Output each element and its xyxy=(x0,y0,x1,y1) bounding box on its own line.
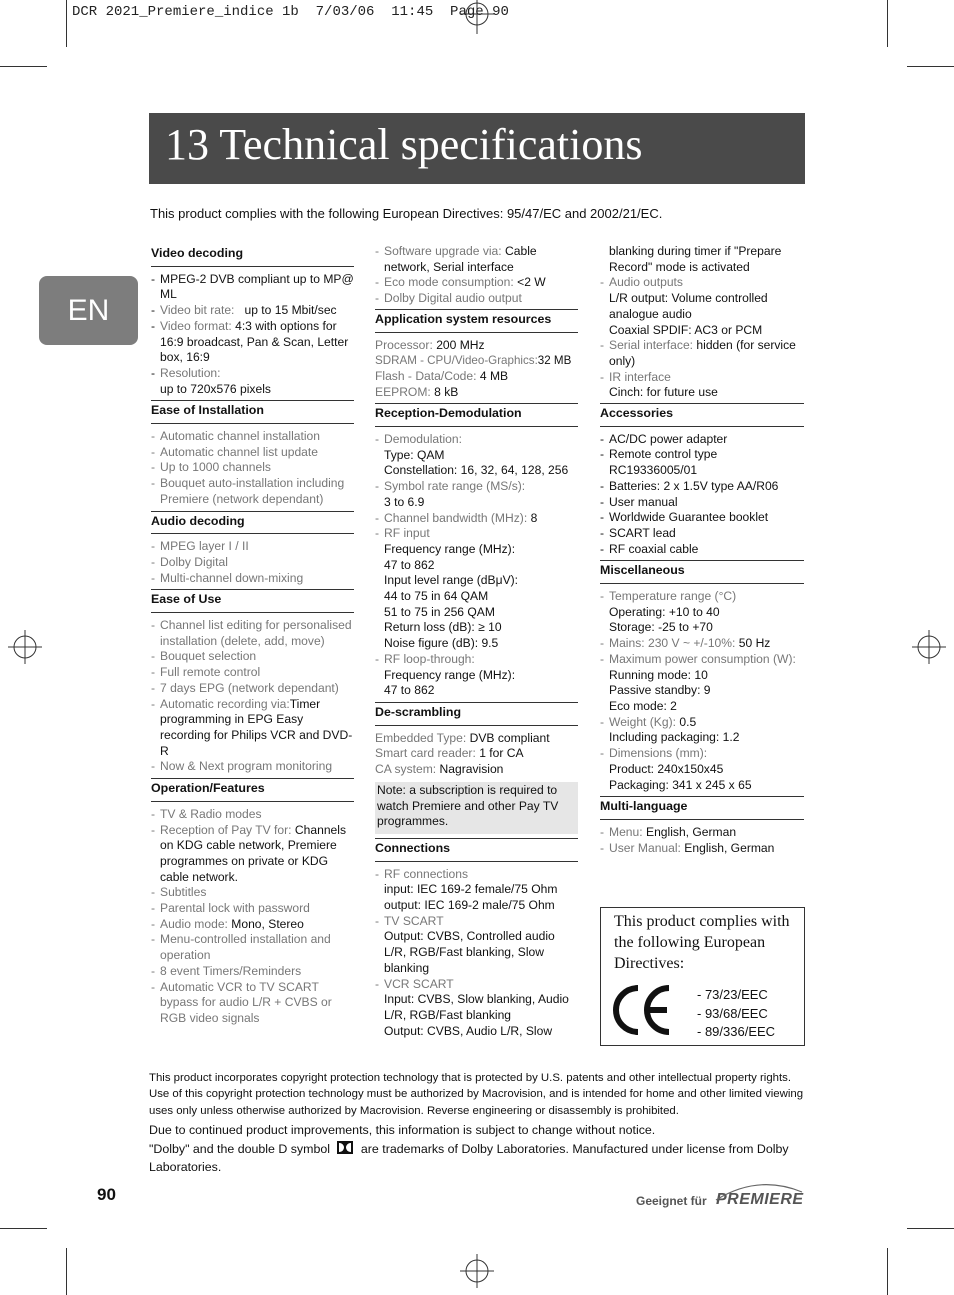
spec-line: 44 to 75 in 64 QAM xyxy=(384,589,489,604)
section-title: Ease of Use xyxy=(151,589,354,613)
spec-item: - Bouquet auto-installation including Premiere (network dependant) xyxy=(151,476,345,506)
spec-item: - SCART lead xyxy=(600,525,676,540)
section-software xyxy=(375,244,578,307)
section-title: Video decoding xyxy=(151,244,354,267)
spec-line: Frequency range (MHz): xyxy=(384,667,516,682)
spec-line: Eco mode: 2 xyxy=(609,698,677,713)
spec-item: - TV SCART xyxy=(375,913,444,928)
spec-line: Cinch: for future use xyxy=(609,385,718,400)
spec-line: input: IEC 169-2 female/75 Ohm xyxy=(384,882,558,897)
section-title: Multi-language xyxy=(600,796,804,820)
section-ease-of-installation xyxy=(151,400,354,507)
crop-mark xyxy=(66,0,67,47)
spec-item: - Resolution: up to 720x576 pixels xyxy=(151,365,271,396)
spec-line: L/R output: Volume controlled analogue audio xyxy=(609,291,768,321)
spec-item: - Symbol rate range (MS/s): xyxy=(375,479,526,494)
crop-mark xyxy=(0,66,47,67)
spec-line: Input level range (dBμV): xyxy=(384,573,519,588)
spec-item: - Software upgrade via: Cable network, Serial interface xyxy=(375,244,537,274)
language-tab: EN xyxy=(39,276,138,345)
section-multi-language xyxy=(600,796,804,856)
section-accessories xyxy=(600,403,804,557)
spec-item: - Audio mode: Mono, Stereo xyxy=(151,916,304,931)
spec-item: Flash - Data/Code: 4 MB xyxy=(375,368,509,383)
page-title: 13 Technical specifications xyxy=(165,120,643,169)
spec-line: Passive standby: 9 xyxy=(609,683,711,698)
spec-item: - User Manual: English, German xyxy=(600,840,775,855)
spec-item: - RF input xyxy=(375,526,430,541)
spec-item: - Channel bandwidth (MHz): 8 xyxy=(375,510,538,525)
page-number: 90 xyxy=(97,1185,116,1204)
print-header: DCR 2021_Premiere_indice 1b 7/03/06 11:45 Page 90 xyxy=(72,4,509,20)
spec-line: Product: 240x150x45 xyxy=(609,761,724,776)
spec-item: - Dolby Digital xyxy=(151,554,228,569)
subscription-note: Note: a subscription is required to watch Premiere and other Pay TV programmes. xyxy=(375,782,578,834)
spec-item: CA system: Nagravision xyxy=(375,762,504,777)
spec-item: - Maximum power consumption (W): xyxy=(600,651,796,666)
spec-item: - Subtitles xyxy=(151,885,207,900)
spec-line: Constellation: 16, 32, 64, 128, 256 xyxy=(384,463,569,478)
spec-item: - Batteries: 2 x 1.5V type AA/R06 xyxy=(600,478,779,493)
dolby-double-d-icon xyxy=(337,1141,353,1154)
section-title: Accessories xyxy=(600,403,804,427)
crop-mark xyxy=(907,66,954,67)
section-connections xyxy=(375,838,578,1039)
spec-item: - Video bit rate: up to 15 Mbit/sec xyxy=(151,303,337,318)
spec-item: - Serial interface: hidden (for service only) xyxy=(600,338,796,368)
spec-item: - Menu: English, German xyxy=(600,824,737,839)
spec-item: - Eco mode consumption: <2 W xyxy=(375,275,546,290)
spec-item: - Automatic recording via:Timer programming in EPG Easy recording for Philips VCR and DVD-R xyxy=(151,696,353,758)
spec-item: - MPEG-2 DVB compliant up to MP@ ML xyxy=(151,271,354,302)
spec-item: - RF loop-through: xyxy=(375,651,475,666)
spec-line: 47 to 862 xyxy=(384,557,435,572)
spec-item: - Dolby Digital audio output xyxy=(375,291,522,306)
premiere-swoosh-icon xyxy=(712,1180,804,1202)
spec-item: - IR interface xyxy=(600,369,671,384)
spec-item: - TV & Radio modes xyxy=(151,806,262,821)
spec-item: - Automatic channel list update xyxy=(151,444,318,459)
improvements-notice: Due to continued product improvements, this information is subject to change without notice. xyxy=(149,1123,656,1137)
spec-line: Noise figure (dB): 9.5 xyxy=(384,636,499,651)
spec-item: Processor: 200 MHz xyxy=(375,337,485,352)
dolby-notice xyxy=(149,1140,809,1176)
spec-column-1 xyxy=(151,244,354,1029)
ce-mark-icon xyxy=(613,984,671,1036)
spec-line: Running mode: 10 xyxy=(609,667,708,682)
spec-line: Type: QAM xyxy=(384,447,445,462)
ce-directive: - 93/68/EEC xyxy=(697,1005,768,1021)
spec-line: Input: CVBS, Slow blanking, Audio L/R, RGB/Fast blanking xyxy=(384,992,569,1022)
spec-item: - Menu-controlled installation and operation xyxy=(151,932,331,963)
registration-mark-icon xyxy=(912,630,946,664)
spec-item: - RF connections xyxy=(375,866,469,881)
spec-line: Packaging: 341 x 245 x 65 xyxy=(609,777,752,792)
spec-item: - Video format: 4:3 with options for 16:9 broadcast, Pan & Scan, Letter box, 16:9 xyxy=(151,318,349,365)
ce-compliance-text: This product complies with the following European Directives: xyxy=(614,913,790,972)
registration-mark-icon xyxy=(8,630,42,664)
section-descrambling xyxy=(375,702,578,834)
spec-item: - Up to 1000 channels xyxy=(151,460,271,475)
spec-item: - Mains: 230 V ~ +/-10%: 50 Hz xyxy=(600,636,771,651)
spec-line: 47 to 862 xyxy=(384,683,435,698)
spec-item: - 8 event Timers/Reminders xyxy=(151,963,302,978)
crop-mark xyxy=(66,1248,67,1295)
ce-directive: - 73/23/EEC xyxy=(697,987,768,1002)
section-audio-decoding xyxy=(151,511,354,587)
spec-line: 51 to 75 in 256 QAM xyxy=(384,604,495,619)
spec-item: SDRAM - CPU/Video-Graphics:32 MB xyxy=(375,354,572,368)
section-app-resources xyxy=(375,309,578,401)
ce-compliance-box xyxy=(600,907,805,1046)
intro-text: This product complies with the following European Directives: 95/47/EC and 2002/21/EC. xyxy=(150,206,663,221)
spec-item: - Worldwide Guarantee booklet xyxy=(600,510,769,525)
title-bar xyxy=(149,113,805,184)
section-ease-of-use xyxy=(151,589,354,775)
spec-line: Frequency range (MHz): xyxy=(384,541,516,556)
section-miscellaneous xyxy=(600,560,804,793)
spec-item: - Automatic VCR to TV SCART bypass for audio L/R + CVBS or RGB video signals xyxy=(151,979,332,1025)
section-title: Ease of Installation xyxy=(151,400,354,424)
spec-line: Including packaging: 1.2 xyxy=(609,730,740,745)
spec-item: - Multi-channel down-mixing xyxy=(151,570,304,585)
section-title: Miscellaneous xyxy=(600,560,804,584)
spec-item: - Bouquet selection xyxy=(151,649,257,664)
spec-item: - Audio outputs xyxy=(600,275,683,290)
section-title: De-scrambling xyxy=(375,702,578,726)
premiere-logo: PREMIERE xyxy=(716,1191,804,1208)
spec-item: - Parental lock with password xyxy=(151,901,310,916)
spec-column-2 xyxy=(375,244,578,1041)
spec-item: - AC/DC power adapter xyxy=(600,431,728,446)
copyright-notice: This product incorporates copyright protection technology that is protected by U.S. patents and other intellectual property rights. Use of this copyright protection technology must be authorized by Macrovision, and is intended for home and other limited viewing uses only unless otherwise authorized by Macrovision. Reverse engineering or disassembly is prohibited. xyxy=(149,1072,804,1117)
ce-directive: - 89/336/EEC xyxy=(697,1024,776,1039)
crop-mark xyxy=(907,1228,954,1229)
section-title: Connections xyxy=(375,838,578,862)
spec-line: Return loss (dB): ≥ 10 xyxy=(384,620,502,635)
spec-column-3 xyxy=(600,244,804,858)
section-outputs xyxy=(600,244,804,401)
section-operation-features xyxy=(151,778,354,1027)
section-reception xyxy=(375,403,578,699)
section-title: Application system resources xyxy=(375,309,578,333)
spec-item: EEPROM: 8 kB xyxy=(375,384,459,399)
ce-directives-list xyxy=(697,986,775,1042)
spec-item: - Now & Next program monitoring xyxy=(151,759,333,774)
spec-item: - 7 days EPG (network dependant) xyxy=(151,680,339,695)
brand-prefix: Geeignet für xyxy=(636,1194,707,1208)
spec-item: - Temperature range (°C) xyxy=(600,589,737,604)
dolby-text: are trademarks of Dolby Laboratories. Manufactured under license from Dolby Laboratories. xyxy=(149,1142,789,1174)
spec-item: - Channel list editing for personalised installation (delete, add, move) xyxy=(151,618,352,648)
spec-item: - RF coaxial cable xyxy=(600,541,699,556)
spec-item: - Weight (Kg): 0.5 xyxy=(600,714,697,729)
spec-item: - Automatic channel installation xyxy=(151,429,321,444)
section-title: Reception-Demodulation xyxy=(375,403,578,427)
spec-item: - Full remote control xyxy=(151,665,261,680)
crop-mark xyxy=(887,1248,888,1295)
spec-item: Smart card reader: 1 for CA xyxy=(375,746,524,761)
spec-item: - Remote control type RC19336005/01 xyxy=(600,447,718,478)
spec-line: blanking during timer if "Prepare Record" mode is activated xyxy=(609,244,782,274)
spec-item: - VCR SCART xyxy=(375,976,454,991)
section-video-decoding xyxy=(151,244,354,397)
spec-item: - Demodulation: xyxy=(375,432,462,447)
spec-line: output: IEC 169-2 male/75 Ohm xyxy=(384,898,555,913)
section-title: Audio decoding xyxy=(151,511,354,535)
crop-mark xyxy=(887,0,888,47)
spec-line: Storage: -25 to +70 xyxy=(609,620,713,635)
registration-mark-icon xyxy=(460,1254,494,1288)
dolby-text: "Dolby" and the double D symbol xyxy=(149,1142,330,1156)
crop-mark xyxy=(0,1228,47,1229)
spec-item: - MPEG layer I / II xyxy=(151,539,249,554)
spec-line: Operating: +10 to 40 xyxy=(609,604,720,619)
spec-item: - Reception of Pay TV for: Channels on KDG cable network, Premiere programmes on private or KDG cable network. xyxy=(151,822,347,884)
spec-line: Output: CVBS, Controlled audio L/R, RGB/Fast blanking, Slow blanking xyxy=(384,929,555,975)
spec-item: - User manual xyxy=(600,494,678,509)
section-title: Operation/Features xyxy=(151,778,354,802)
spec-item: - Dimensions (mm): xyxy=(600,746,708,761)
spec-line: 3 to 6.9 xyxy=(384,494,425,509)
spec-line: Coaxial SPDIF: AC3 or PCM xyxy=(609,322,763,337)
spec-item: Embedded Type: DVB compliant xyxy=(375,730,550,745)
spec-line: Output: CVBS, Audio L/R, Slow xyxy=(384,1023,553,1038)
